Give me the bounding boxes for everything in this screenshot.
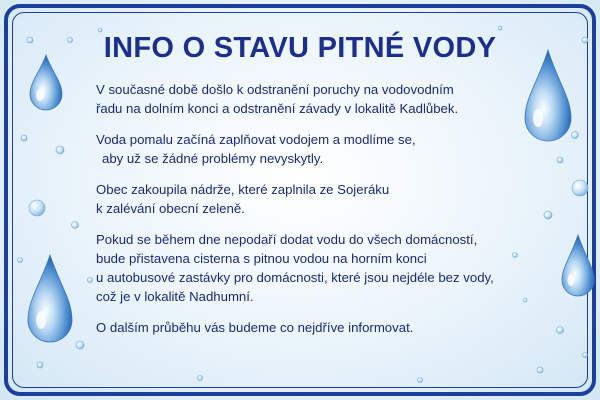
paragraph (96, 180, 536, 218)
text-line: u autobusové zastávky pro domácnosti, které jsou nejdéle bez vody, (96, 270, 494, 285)
paragraph (96, 80, 536, 118)
paragraph (96, 230, 536, 306)
text-line: Obec zakoupila nádrže, které zaplnila ze Sojeráku (96, 182, 390, 197)
text-line: aby už se žádné problémy nevyskytly. (102, 151, 324, 166)
text-line: O dalším průběhu vás budeme co nejdříve informovat. (96, 320, 414, 335)
text-line: Pokud se během dne nepodaří dodat vodu do všech domácností, (96, 232, 478, 247)
notice-title: INFO O STAVU PITNÉ VODY (103, 32, 497, 64)
notice-body (96, 80, 536, 349)
text-line: k zalévání obecní zeleně. (96, 201, 245, 216)
text-line: bude přistavena cisterna s pitnou vodou na horním konci (96, 251, 427, 266)
text-line: což je v lokalitě Nadhumní. (96, 289, 254, 304)
paragraph (96, 130, 536, 168)
text-line: V současné době došlo k odstranění poruchy na vodovodním (96, 82, 454, 97)
text-line: řadu na dolním konci a odstranění závady v lokalitě Kadlůbek. (96, 101, 459, 116)
water-drop-icon (562, 235, 594, 296)
text-line: Voda pomalu začíná zaplňovat vodojem a modlíme se, (96, 132, 416, 147)
water-drop-icon (28, 255, 72, 342)
paragraph (96, 318, 536, 337)
